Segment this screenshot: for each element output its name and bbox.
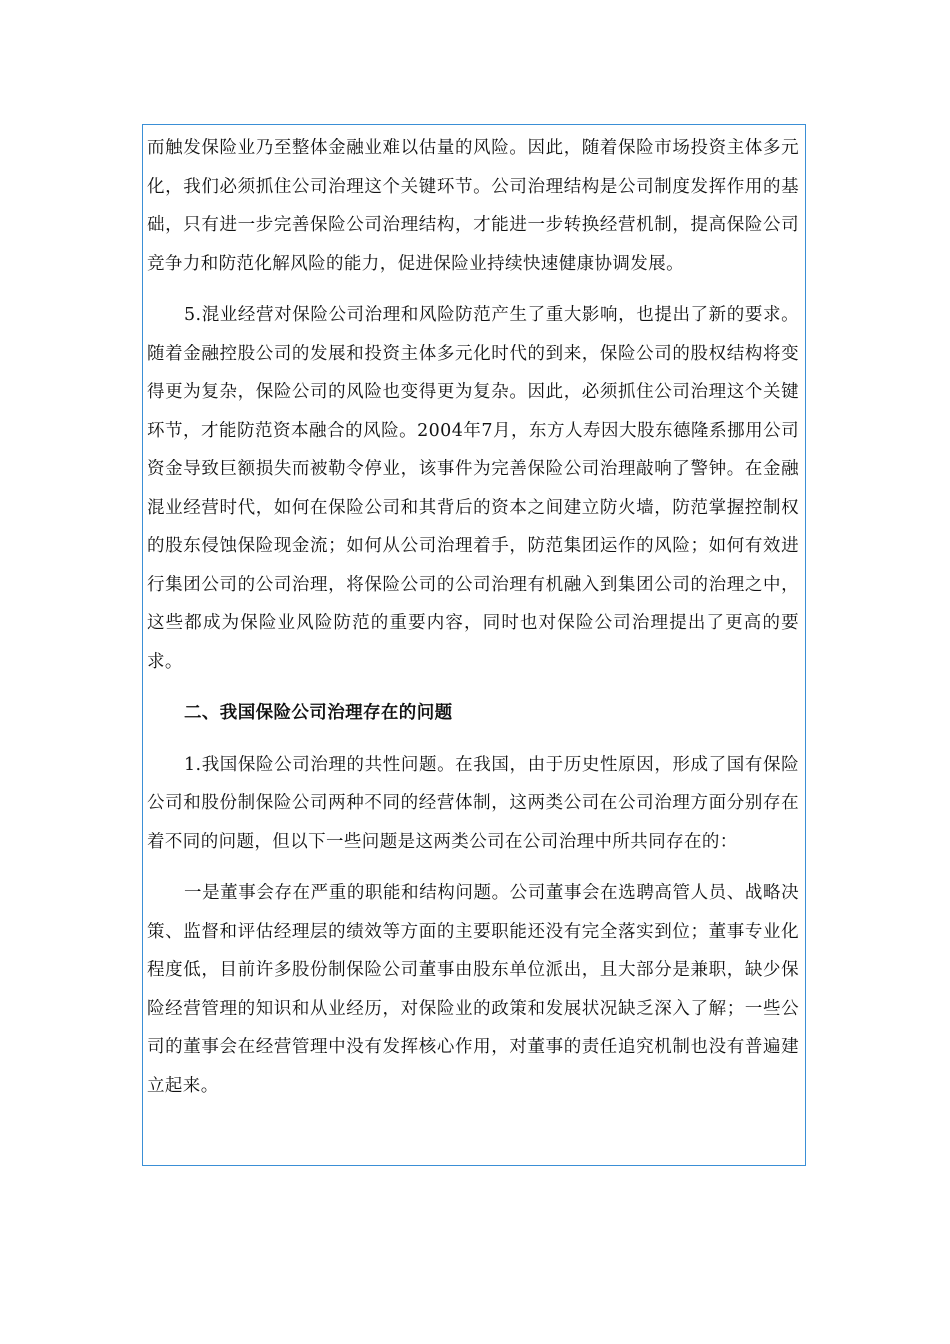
paragraph-gap	[147, 861, 799, 874]
paragraph-gap	[147, 283, 799, 296]
paragraph-gap	[147, 733, 799, 746]
page-frame	[142, 124, 806, 1166]
paragraph-common-problems: 1.我国保险公司治理的共性问题。在我国，由于历史性原因，形成了国有保险公司和股份制保险公司两种不同的经营体制，这两类公司在公司治理方面分别存在着不同的问题，但以下一些问题是这两类公司在公司治理中所共同存在的：	[147, 754, 799, 852]
paragraph-gap	[147, 681, 799, 694]
paragraph-mixed-operation: 5.混业经营对保险公司治理和风险防范产生了重大影响，也提出了新的要求。随着金融控股公司的发展和投资主体多元化时代的到来，保险公司的股权结构将变得更为复杂，保险公司的风险也变得更为复杂。因此，必须抓住公司治理这个关键环节，才能防范资本融合的风险。2004年7月，东方人寿因大股东德隆系挪用公司资金导致巨额损失而被勒令停业，该事件为完善保险公司治理敲响了警钟。在金融混业经营时代，如何在保险公司和其背后的资本之间建立防火墙，防范掌握控制权的股东侵蚀保险现金流；如何从公司治理着手，防范集团运作的风险；如何有效进行集团公司的公司治理，将保险公司的公司治理有机融入到集团公司的治理之中，这些都成为保险业风险防范的重要内容，同时也对保险公司治理提出了更高的要求。	[147, 305, 799, 672]
paragraph-board-issues: 一是董事会存在严重的职能和结构问题。公司董事会在选聘高管人员、战略决策、监督和评估经理层的绩效等方面的主要职能还没有完全落实到位；董事专业化程度低，目前许多股份制保险公司董事由股东单位派出，且大部分是兼职，缺少保险经营管理的知识和从业经历，对保险业的政策和发展状况缺乏深入了解；一些公司的董事会在经营管理中没有发挥核心作用，对董事的责任追究机制也没有普遍建立起来。	[147, 883, 799, 1096]
section-heading: 二、我国保险公司治理存在的问题	[184, 703, 453, 723]
paragraph-continuation: 而触发保险业乃至整体金融业难以估量的风险。因此，随着保险市场投资主体多元化，我们必须抓住公司治理这个关键环节。公司治理结构是公司制度发挥作用的基础，只有进一步完善保险公司治理结构，才能进一步转换经营机制，提高保险公司竞争力和防范化解风险的能力，促进保险业持续快速健康协调发展。	[147, 138, 799, 274]
